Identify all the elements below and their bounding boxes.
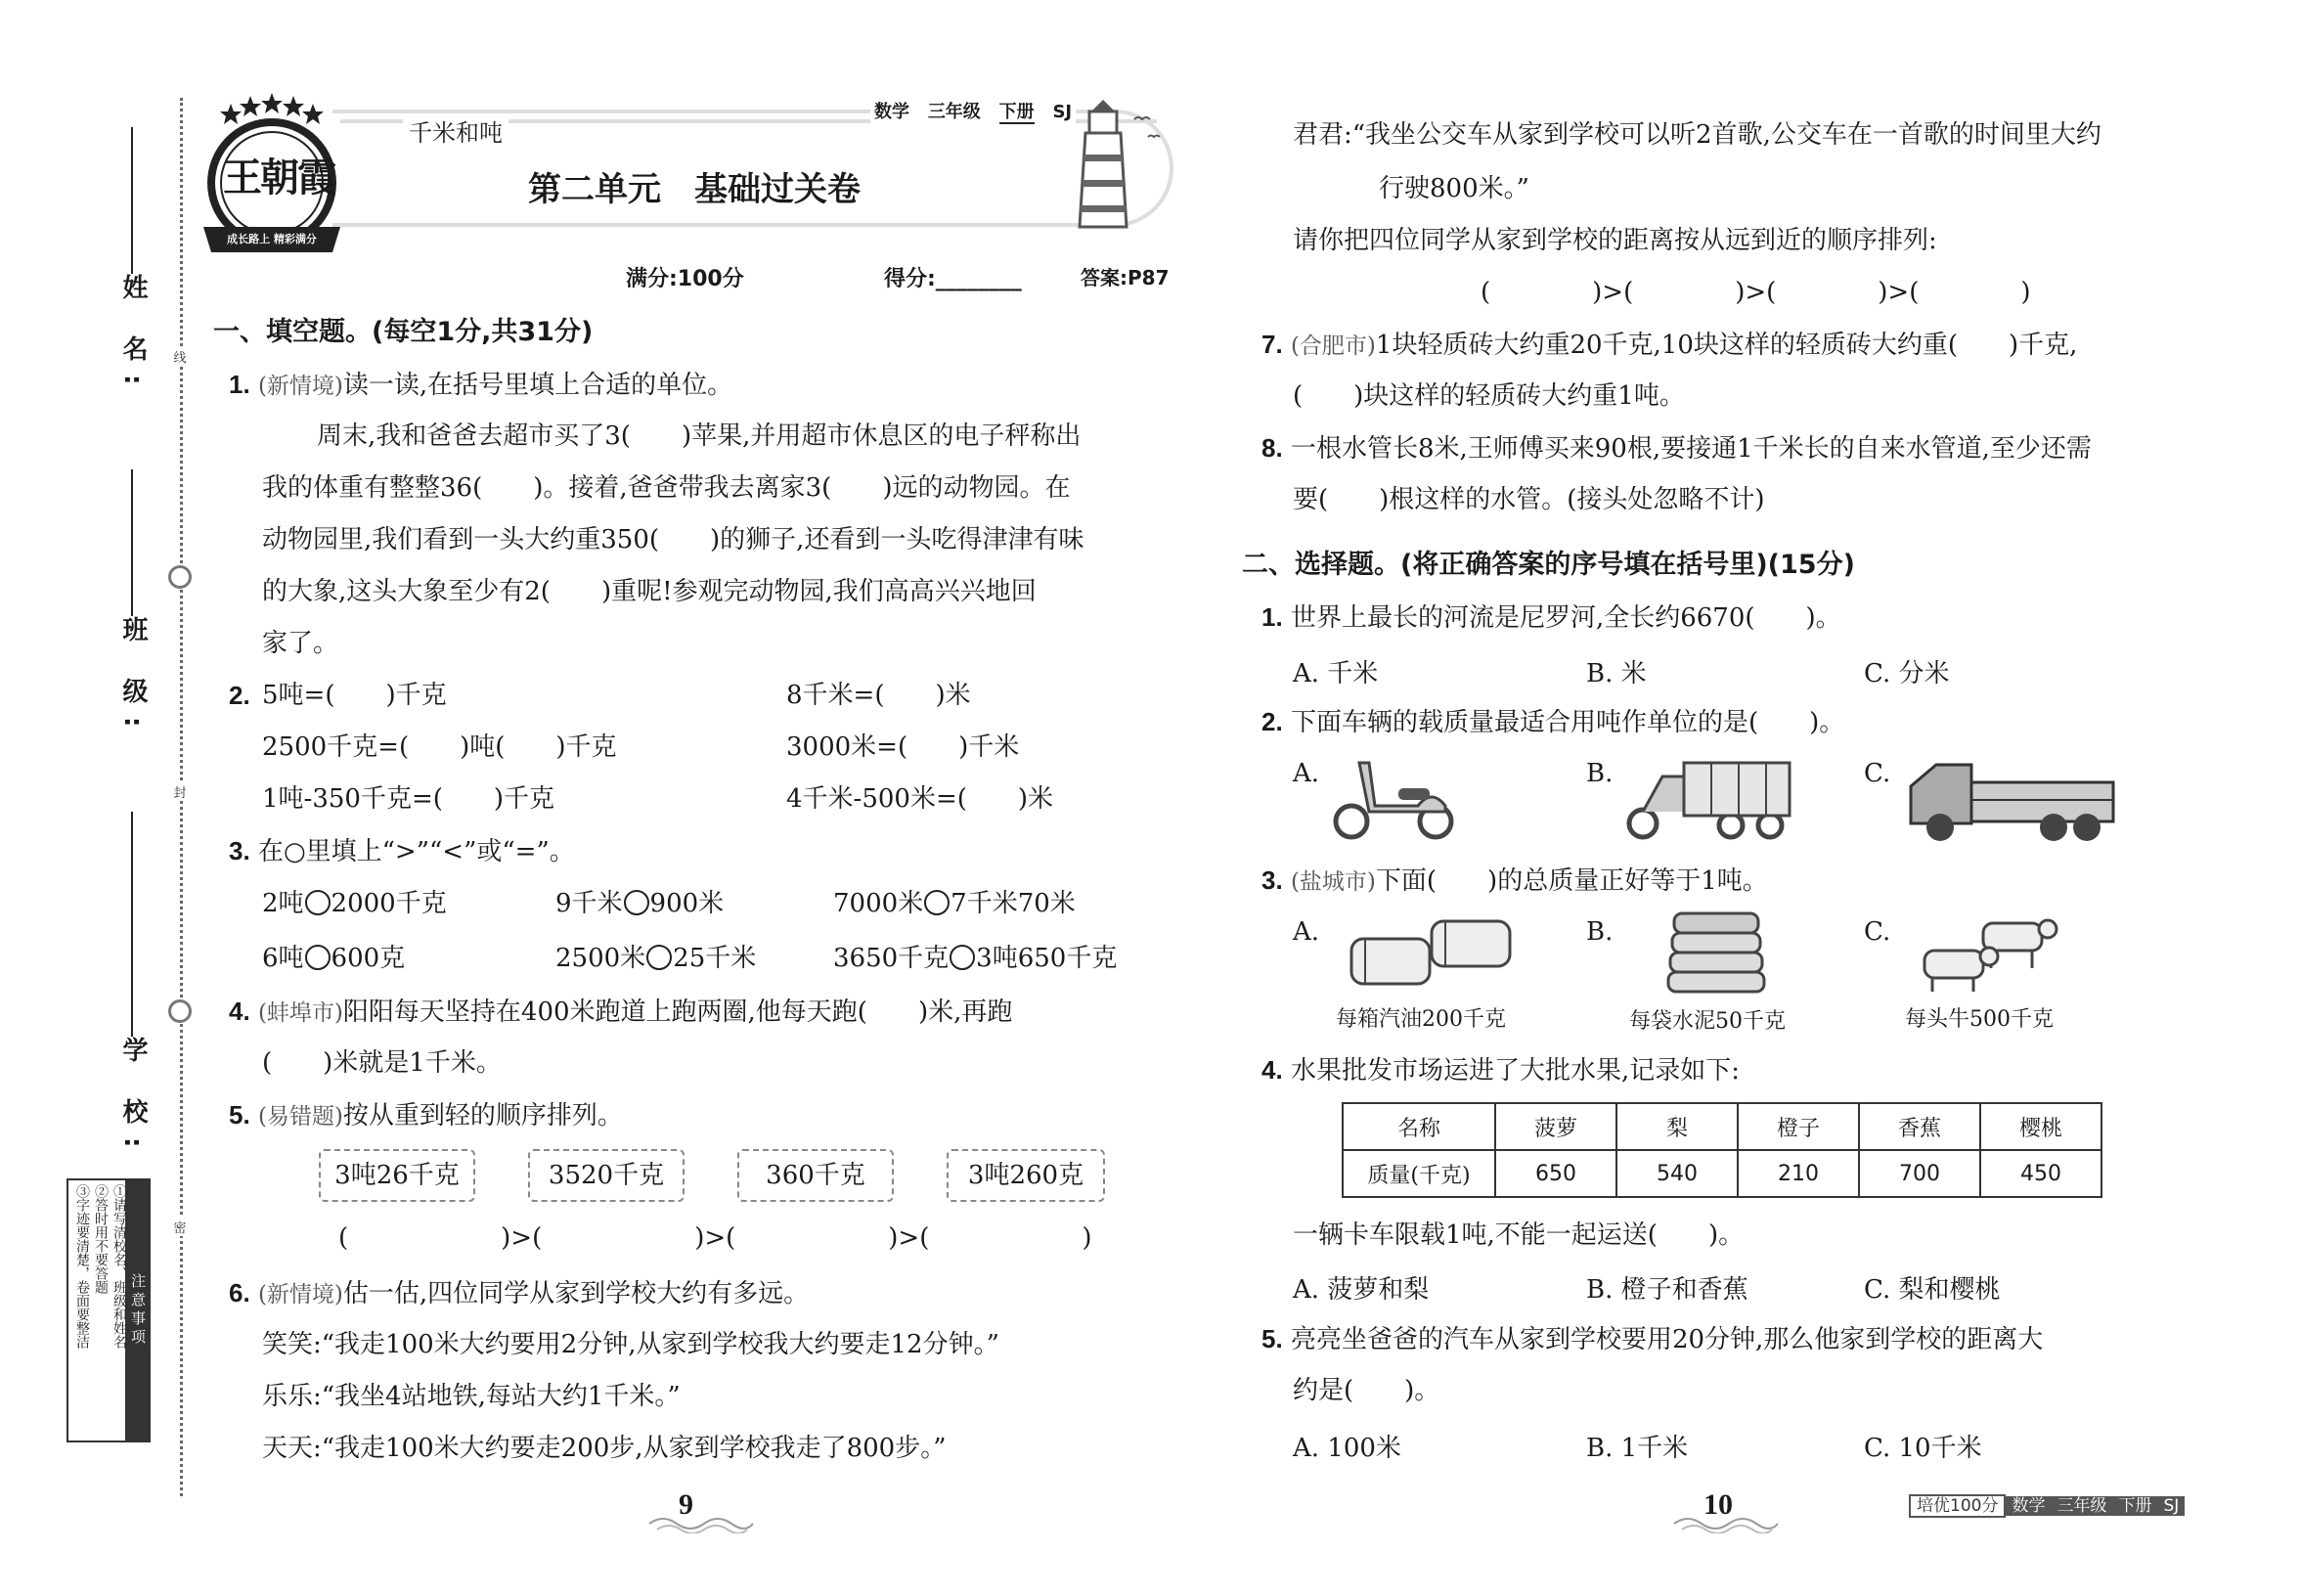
q1-header bbox=[229, 367, 732, 404]
notes-title: 注意事项 bbox=[125, 1180, 149, 1441]
c5-line-2: 约是( )。 bbox=[1293, 1376, 1440, 1405]
table-cell: 540 bbox=[1616, 1150, 1738, 1197]
q3-rhs: 25千米 bbox=[673, 944, 757, 973]
q6-cont-1: 君君:“我坐公交车从家到学校可以听2首歌,公交车在一首歌的时间里大约 bbox=[1293, 120, 2101, 150]
c1-option-b[interactable]: B. 米 bbox=[1586, 659, 1647, 688]
q2-b1: 8千米=( )米 bbox=[786, 681, 971, 710]
q5-order: ( )>( )>( )>( ) bbox=[338, 1223, 1092, 1253]
q7-tag: (合肥市) bbox=[1290, 333, 1376, 359]
q2-a3: 1吨-350千克=( )千克 bbox=[262, 784, 555, 814]
c4-option-b[interactable]: B. 橙子和香蕉 bbox=[1586, 1275, 1748, 1305]
subject: 数学 bbox=[874, 102, 909, 122]
c4-number: 4. bbox=[1261, 1055, 1283, 1085]
notes-list bbox=[72, 1184, 128, 1439]
q3-item-1 bbox=[262, 886, 447, 921]
q4-text: 阳阳每天坚持在400米跑道上跑两圈,他每天跑( )米,再跑 bbox=[342, 998, 1013, 1027]
table-row bbox=[1343, 1150, 2101, 1197]
grade: 三年级 bbox=[927, 102, 981, 122]
cement-bags-icon bbox=[1662, 909, 1770, 998]
c2-option-c[interactable]: C. bbox=[1864, 759, 1891, 788]
compare-circle[interactable] bbox=[305, 945, 331, 970]
q3-rhs: 2000千克 bbox=[331, 889, 447, 918]
weight-card-2: 3520千克 bbox=[528, 1149, 685, 1202]
c3-caption-a: 每箱汽油200千克 bbox=[1336, 1007, 1506, 1032]
q7-line-2: ( )块这样的轻质砖大约重1吨。 bbox=[1293, 381, 1685, 411]
q2-b3: 4千米-500米=( )米 bbox=[786, 784, 1054, 814]
compare-circle[interactable] bbox=[924, 890, 950, 915]
q1-number: 1. bbox=[229, 370, 250, 399]
table-header-cell: 梨 bbox=[1616, 1103, 1738, 1150]
footer-subject: 数学 bbox=[2006, 1496, 2051, 1516]
footer-volume: 下册 bbox=[2112, 1496, 2157, 1516]
q4-tag: (蚌埠市) bbox=[257, 1000, 343, 1026]
fruit-table bbox=[1342, 1102, 2102, 1198]
c3-caption-c: 每头牛500千克 bbox=[1905, 1007, 2054, 1032]
q3-text: 在○里填上“>”“<”或“=”。 bbox=[257, 837, 575, 866]
q6-line-3: 天天:“我走100米大约要走200步,从家到学校我走了800步。” bbox=[262, 1434, 947, 1463]
table-header-cell: 樱桃 bbox=[1980, 1103, 2101, 1150]
section-2-title: 二、选择题。(将正确答案的序号填在括号里)(15分) bbox=[1242, 550, 1855, 580]
q3-item-4 bbox=[262, 941, 405, 976]
wave-ornament-left bbox=[647, 1512, 755, 1533]
truck-icon bbox=[1907, 753, 2117, 846]
q5-text: 按从重到轻的顺序排列。 bbox=[342, 1101, 623, 1130]
q8-line-2: 要( )根这样的水管。(接头处忽略不计) bbox=[1293, 485, 1765, 514]
q3-rhs: 7千米70米 bbox=[951, 889, 1076, 918]
table-cell: 210 bbox=[1738, 1150, 1859, 1197]
c3-tag: (盐城市) bbox=[1290, 869, 1376, 895]
compare-circle[interactable] bbox=[646, 945, 672, 970]
answer-ref: 答案:P87 bbox=[1081, 266, 1170, 289]
c5-number: 5. bbox=[1261, 1324, 1283, 1353]
c1-line bbox=[1261, 599, 1841, 636]
q7-text: 1块轻质砖大约重20千克,10块这样的轻质砖大约重( )千克, bbox=[1375, 331, 2078, 360]
table-header-cell: 菠萝 bbox=[1495, 1103, 1616, 1150]
c1-option-c[interactable]: C. 分米 bbox=[1864, 659, 1950, 688]
class-line bbox=[131, 469, 133, 616]
table-cell: 450 bbox=[1980, 1150, 2101, 1197]
q4-number: 4. bbox=[229, 997, 250, 1026]
lighthouse-icon bbox=[1070, 100, 1177, 232]
table-cell: 700 bbox=[1859, 1150, 1980, 1197]
cut-mark-1: 线 bbox=[170, 347, 190, 366]
c2-option-a[interactable]: A. bbox=[1293, 759, 1320, 788]
note-3: ③字迹要清楚，卷面要整洁 bbox=[74, 1184, 90, 1349]
c4-line bbox=[1261, 1052, 1740, 1088]
q2-a2: 2500千克=( )吨( )千克 bbox=[262, 732, 617, 762]
q1-line-3: 动物园里,我们看到一头大约重350( )的狮子,还看到一头吃得津津有味 bbox=[262, 525, 1084, 554]
c3-option-a[interactable]: A. bbox=[1293, 917, 1320, 947]
footer-edition: SJ bbox=[2157, 1496, 2185, 1516]
c4-option-c[interactable]: C. 梨和樱桃 bbox=[1864, 1275, 2001, 1305]
q3-lhs: 3650千克 bbox=[833, 944, 950, 973]
q3-item-3 bbox=[833, 886, 1076, 921]
footer-grade: 三年级 bbox=[2051, 1496, 2112, 1516]
notes-box bbox=[66, 1178, 151, 1442]
section-1-title: 一、填空题。(每空1分,共31分) bbox=[213, 317, 594, 347]
q3-item-6 bbox=[833, 941, 1117, 976]
name-label: 姓 名: bbox=[118, 274, 148, 399]
q4-line-1 bbox=[229, 994, 1012, 1031]
c3-option-c[interactable]: C. bbox=[1864, 917, 1891, 947]
c3-number: 3. bbox=[1261, 865, 1283, 895]
q8-number: 8. bbox=[1261, 433, 1283, 463]
c5-option-c[interactable]: C. 10千米 bbox=[1864, 1434, 1982, 1463]
q3-lhs: 9千米 bbox=[555, 889, 623, 918]
page-number-left: 9 bbox=[679, 1488, 693, 1521]
q3-rhs: 3吨650千克 bbox=[976, 944, 1118, 973]
tricycle-icon bbox=[1623, 755, 1794, 843]
wave-ornament-right bbox=[1672, 1512, 1780, 1533]
q5-number: 5. bbox=[229, 1100, 250, 1130]
q3-number: 3. bbox=[229, 836, 250, 865]
q6-tag: (新情境) bbox=[257, 1282, 343, 1308]
q3-item-2 bbox=[555, 886, 724, 921]
q2-a1: 5吨=( )千克 bbox=[262, 681, 447, 710]
q6-cont-2: 行驶800米。” bbox=[1379, 174, 1529, 203]
table-header-cell: 名称 bbox=[1343, 1103, 1495, 1150]
note-2: ②答时用不要答题 bbox=[93, 1184, 109, 1294]
q6-text: 估一估,四位同学从家到学校大约有多远。 bbox=[342, 1279, 810, 1308]
table-cell: 650 bbox=[1495, 1150, 1616, 1197]
q3-lhs: 2吨 bbox=[262, 889, 304, 918]
c3-caption-b: 每袋水泥50千克 bbox=[1629, 1009, 1786, 1034]
q3-rhs: 900米 bbox=[649, 889, 725, 918]
q6-cont-3: 请你把四位同学从家到学校的距离按从远到近的顺序排列: bbox=[1293, 226, 1937, 255]
q1-line-4: 的大象,这头大象至少有2( )重呢!参观完动物园,我们高高兴兴地回 bbox=[262, 577, 1037, 606]
scooter-icon bbox=[1330, 755, 1457, 843]
c5-text: 亮亮坐爸爸的汽车从家到学校要用20分钟,那么他家到学校的距离大 bbox=[1290, 1325, 2044, 1354]
table-header-row bbox=[1343, 1103, 2101, 1150]
school-label: 学 校: bbox=[118, 1037, 148, 1162]
q1-line-2: 我的体重有整整36( )。接着,爸爸带我去离家3( )远的动物园。在 bbox=[262, 473, 1071, 503]
c3-line bbox=[1261, 863, 1768, 900]
q6-answer-order: ( )>( )>( )>( ) bbox=[1481, 278, 2031, 307]
q7-number: 7. bbox=[1261, 330, 1283, 359]
q2-number: 2. bbox=[229, 681, 250, 710]
c1-text: 世界上最长的河流是尼罗河,全长约6670( )。 bbox=[1290, 603, 1841, 633]
q5-tag: (易错题) bbox=[257, 1104, 343, 1130]
q3-lhs: 6吨 bbox=[262, 944, 304, 973]
logo-ribbon: 成长路上 精彩满分 bbox=[227, 233, 317, 245]
binder-hole-2 bbox=[168, 999, 192, 1023]
q3-item-5 bbox=[555, 941, 756, 976]
class-label: 班 级: bbox=[118, 616, 148, 741]
q7-line-1 bbox=[1261, 327, 2077, 364]
q4-line-2: ( )米就是1千米。 bbox=[262, 1048, 502, 1078]
page-title: 第二单元 基础过关卷 bbox=[528, 170, 861, 209]
q2-b2: 3000米=( )千米 bbox=[786, 732, 1020, 762]
volume: 下册 bbox=[998, 102, 1035, 122]
logo-text: 王朝霞 bbox=[223, 155, 334, 200]
c5-option-a[interactable]: A. 100米 bbox=[1293, 1434, 1401, 1463]
weight-card-1: 3吨26千克 bbox=[319, 1149, 475, 1202]
compare-circle[interactable] bbox=[950, 945, 975, 970]
q3-lhs: 7000米 bbox=[833, 889, 924, 918]
table-header-cell: 橙子 bbox=[1738, 1103, 1859, 1150]
q8-line-1 bbox=[1261, 430, 2092, 466]
footer-brand: 培优100分 bbox=[1909, 1494, 2006, 1518]
c2-number: 2. bbox=[1261, 707, 1283, 736]
cut-mark-3: 密 bbox=[170, 1218, 190, 1236]
weight-card-4: 3吨260克 bbox=[947, 1149, 1105, 1202]
unit-topic: 千米和吨 bbox=[403, 113, 509, 148]
cows-icon bbox=[1917, 915, 2063, 994]
q6-header bbox=[229, 1275, 809, 1312]
q1-line-5: 家了。 bbox=[262, 629, 339, 658]
q3-header bbox=[229, 833, 575, 869]
q3-rhs: 600克 bbox=[331, 944, 406, 973]
c2-option-b[interactable]: B. bbox=[1586, 759, 1614, 788]
c2-text: 下面车辆的载质量最适合用吨作单位的是( )。 bbox=[1290, 708, 1845, 737]
compare-circle[interactable] bbox=[624, 890, 649, 915]
q6-line-1: 笑笑:“我走100米大约要用2分钟,从家到学校我大约要走12分钟。” bbox=[262, 1330, 999, 1359]
q1-tag: (新情境) bbox=[257, 374, 343, 399]
gasoline-barrel-icon bbox=[1346, 915, 1517, 994]
c1-number: 1. bbox=[1261, 602, 1283, 632]
weight-card-3: 360千克 bbox=[737, 1149, 894, 1202]
note-1: ①请写清校名、班级和姓名 bbox=[111, 1184, 127, 1349]
q1-line-1: 周末,我和爸爸去超市买了3( )苹果,并用超市休息区的电子秤称出 bbox=[317, 421, 1082, 451]
edition: SJ bbox=[1052, 102, 1073, 122]
table-cell: 质量(千克) bbox=[1343, 1150, 1495, 1197]
c5-line-1 bbox=[1261, 1321, 2043, 1357]
c4-option-a[interactable]: A. 菠萝和梨 bbox=[1293, 1275, 1430, 1305]
score-label: 得分:________ bbox=[884, 267, 1022, 291]
footer-badge bbox=[1909, 1494, 2185, 1518]
binder-hole-1 bbox=[168, 565, 192, 589]
c4-text: 水果批发市场运进了大批水果,记录如下: bbox=[1290, 1056, 1740, 1086]
cut-mark-2: 封 bbox=[170, 782, 190, 801]
q6-number: 6. bbox=[229, 1278, 250, 1308]
c3-text: 下面( )的总质量正好等于1吨。 bbox=[1375, 866, 1768, 896]
c4-question: 一辆卡车限载1吨,不能一起运送( )。 bbox=[1293, 1220, 1745, 1250]
school-line bbox=[131, 812, 133, 1037]
book-info bbox=[870, 98, 1076, 123]
q8-text: 一根水管长8米,王师傅买来90根,要接通1千米长的自来水管道,至少还需 bbox=[1290, 434, 2092, 464]
c5-option-b[interactable]: B. 1千米 bbox=[1586, 1434, 1689, 1463]
compare-circle[interactable] bbox=[305, 890, 331, 915]
c1-option-a[interactable]: A. 千米 bbox=[1293, 659, 1379, 688]
c3-option-b[interactable]: B. bbox=[1586, 917, 1614, 947]
q1-text: 读一读,在括号里填上合适的单位。 bbox=[342, 371, 733, 400]
q3-lhs: 2500米 bbox=[555, 944, 646, 973]
q5-header bbox=[229, 1097, 623, 1134]
table-header-cell: 香蕉 bbox=[1859, 1103, 1980, 1150]
name-line bbox=[131, 127, 133, 274]
full-score: 满分:100分 bbox=[626, 267, 744, 291]
c2-line bbox=[1261, 704, 1844, 740]
page-number-right: 10 bbox=[1703, 1488, 1733, 1521]
q6-line-2: 乐乐:“我坐4站地铁,每站大约1千米。” bbox=[262, 1382, 681, 1411]
